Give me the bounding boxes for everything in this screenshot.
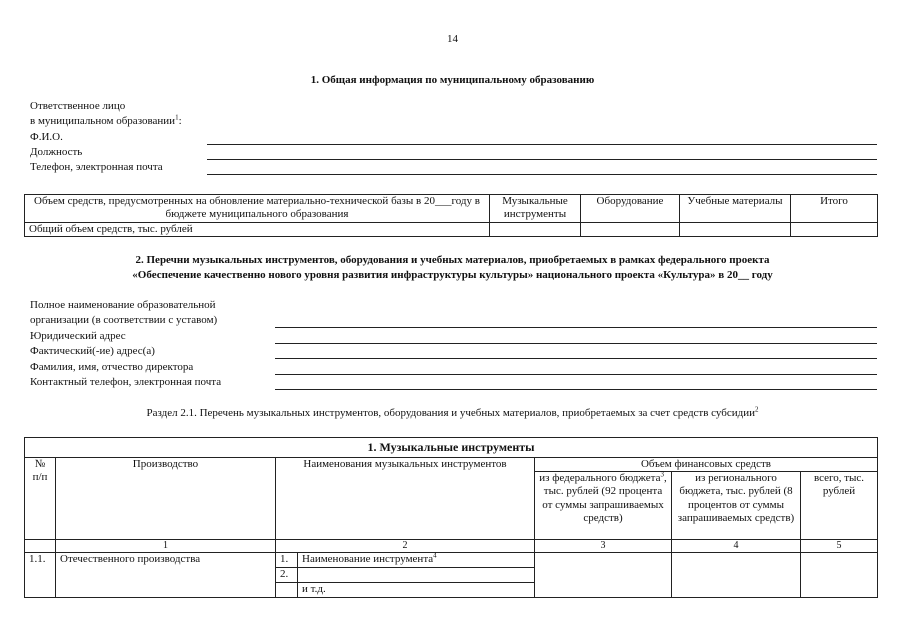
- fio-field[interactable]: [207, 144, 877, 145]
- row-production: Отечественного производства: [56, 553, 276, 598]
- instruments-table-title: 1. Музыкальные инструменты: [25, 438, 878, 458]
- footnote-2: 2: [755, 405, 759, 414]
- director-label: Фамилия, имя, отчество директора: [30, 361, 194, 373]
- col-federal-text-b: , тыс. рублей (92 процента от суммы запрашиваемых средств): [542, 472, 667, 524]
- section2-title-line1: 2. Перечни музыкальных инструментов, оборудования и учебных материалов, приобретаемых в рамках федерального проекта: [135, 254, 770, 266]
- footnote-3: 3: [660, 470, 664, 479]
- page-number: 14: [447, 33, 458, 45]
- col-names-header: Наименования музыкальных инструментов: [276, 458, 535, 540]
- director-field[interactable]: [275, 374, 877, 375]
- item2-name[interactable]: [298, 568, 535, 583]
- budget-col-materials: Учебные материалы: [680, 195, 791, 223]
- footnote-4: 4: [433, 551, 437, 560]
- section1-title: 1. Общая информация по муниципальному образованию: [310, 74, 595, 86]
- total-value-cell[interactable]: [801, 553, 878, 598]
- budget-row-label: Общий объем средств, тыс. рублей: [25, 223, 490, 237]
- index-cell-blank: [25, 540, 56, 553]
- phone-label: Телефон, электронная почта: [30, 161, 163, 173]
- subsection-title-text: Раздел 2.1. Перечень музыкальных инструментов, оборудования и учебных материалов, приобретаемых за счет средств субсидии: [146, 407, 755, 419]
- budget-header: Объем средств, предусмотренных на обновление материально-технической базы в 20___году в бюджете муниципального образования: [25, 195, 490, 223]
- federal-value-cell[interactable]: [535, 553, 672, 598]
- col-total-header: всего, тыс. рублей: [801, 472, 878, 540]
- footnote-1: 1: [175, 113, 179, 122]
- org-label-line2: организации (в соответствии с уставом): [30, 314, 218, 326]
- budget-cell-materials[interactable]: [680, 223, 791, 237]
- position-field[interactable]: [207, 159, 877, 160]
- col-num-header: № п/п: [25, 458, 56, 540]
- instruments-table: [24, 437, 878, 598]
- budget-table: [24, 194, 878, 237]
- org-label-line1: Полное наименование образовательной: [30, 299, 216, 311]
- budget-cell-equipment[interactable]: [581, 223, 680, 237]
- budget-cell-instruments[interactable]: [490, 223, 581, 237]
- actual-address-field[interactable]: [275, 358, 877, 359]
- index-cell-4: 4: [672, 540, 801, 553]
- item3-number: [276, 583, 298, 598]
- index-cell-1: 1: [56, 540, 276, 553]
- contact-field[interactable]: [275, 389, 877, 390]
- responsible-label-line1: Ответственное лицо: [30, 100, 126, 112]
- item3-name: и т.д.: [298, 583, 535, 598]
- responsible-colon: :: [178, 115, 182, 127]
- budget-col-instruments: Музыкальные инструменты: [490, 195, 581, 223]
- fio-label: Ф.И.О.: [30, 131, 63, 143]
- col-production-header: Производство: [56, 458, 276, 540]
- subsection-title: [0, 407, 905, 421]
- budget-cell-total[interactable]: [791, 223, 878, 237]
- row-number: 1.1.: [25, 553, 56, 598]
- item1-number: 1.: [276, 553, 298, 568]
- item1-name-text: Наименование инструмента: [302, 553, 434, 566]
- item2-number: 2.: [276, 568, 298, 583]
- index-cell-5: 5: [801, 540, 878, 553]
- responsible-label-text: в муниципальном образовании: [30, 115, 176, 127]
- position-label: Должность: [30, 146, 83, 158]
- regional-value-cell[interactable]: [672, 553, 801, 598]
- col-federal-text-a: из федерального бюджета: [539, 472, 661, 485]
- legal-address-label: Юридический адрес: [30, 330, 126, 342]
- col-federal-header: [535, 472, 672, 540]
- org-name-field[interactable]: [275, 327, 877, 328]
- phone-field[interactable]: [207, 174, 877, 175]
- legal-address-field[interactable]: [275, 343, 877, 344]
- contact-label: Контактный телефон, электронная почта: [30, 376, 222, 388]
- section2-title-line2: «Обеспечение качественно нового уровня развития инфраструктуры культуры» национального проекта «Культура» в 20__ году: [132, 269, 773, 281]
- actual-address-label: Фактический(-ие) адрес(а): [30, 345, 155, 357]
- budget-col-equipment: Оборудование: [581, 195, 680, 223]
- index-cell-2: 2: [276, 540, 535, 553]
- col-regional-header: из регионального бюджета, тыс. рублей (8 процентов от суммы запрашиваемых средств): [672, 472, 801, 540]
- item1-name[interactable]: [298, 553, 535, 568]
- col-funding-header: Объем финансовых средств: [535, 458, 878, 472]
- responsible-label-line2: [30, 115, 182, 129]
- index-cell-3: 3: [535, 540, 672, 553]
- budget-col-total: Итого: [791, 195, 878, 223]
